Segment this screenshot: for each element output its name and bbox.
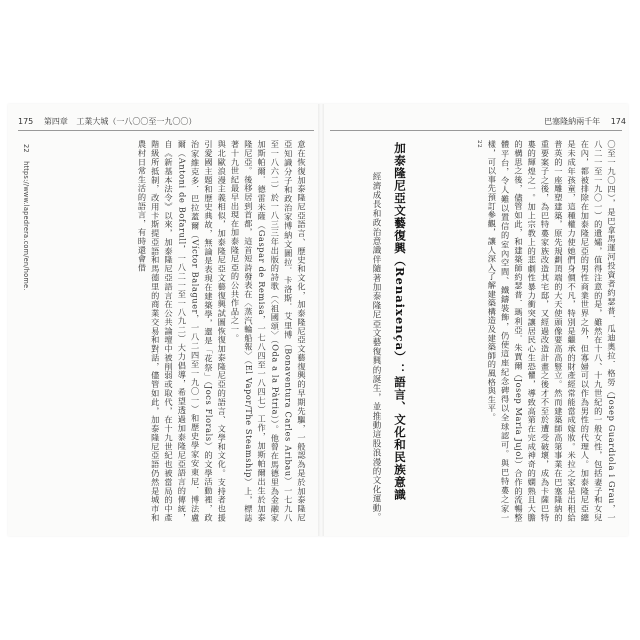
- left-paragraph-1: 意在恢復加泰隆尼亞語言、歷史和文化，加泰隆尼亞文藝復興的早期先驅，一般認為是於加泰隆尼亞知識分子和政治家博納文圖拉．卡洛斯．艾里博（Bonaventura Carles Aribau）一七九八至一八六二）於一八三三年出版的詩歌（〈祖國頌〉（Oda a la Pàtria））。他曾在馬德里為金融家加斯帕爾．德雷米薩（Gaspar de Remisa，一七八四至一八四七）工作，加斯帕爾出生於加泰隆尼亞。後移居到首都，這首短詩發表在〈蒸汽輪船報〉（El Vapor/The Steamship）上，標誌著十九世紀最早出現在加泰隆尼亞的公共作品之一。: [230, 140, 307, 522]
- section-heading: 加泰隆尼亞文藝復興（Renaixença）：語言、文化和民族意識: [393, 142, 407, 502]
- left-paragraph-2: 與北歐浪漫主義相似，加泰隆尼亞文藝復興試圖恢復加泰隆尼亞的語言、文學和文化。支持者也援引愛國主題和歷史典故，無論是表現在建築學，還是「花祭」（Jocs Florals）的文學活動裡，政治家維克多．巴拉蓋爾（Víctor Balaguer，一八二四至一九〇一）和歷史學家安東尼．博法盧爾（Antoni de Bofarull，一八二一至一八九二）大力倡導，希望透過加泰隆尼亞語言的傳統，自《新基本法令》以來，加泰隆尼亞語言在公共論壇中被削弱或取代，在十九世紀也被當局的中產階級所抵制，改用卡斯提亞語和馬德里的商業交易和對話，儘管如此，加泰隆尼亞語仍然是城市和農村日常生活的語言，有時還會借: [137, 140, 228, 522]
- book-title: 巴塞隆納兩千年: [544, 117, 601, 126]
- footnote-link[interactable]: https://www.lapedrera.com/en/home.: [22, 161, 30, 291]
- footnote-reference: 22: [476, 140, 483, 149]
- right-page-header: [544, 116, 626, 127]
- header-rule-right: [330, 130, 622, 131]
- left-page-body: [60, 140, 308, 522]
- header-rule-left: [18, 130, 314, 131]
- footnote: [22, 144, 30, 291]
- right-body-text: 〇至一九〇四），是巴拿馬運河投資者約瑟普．瓜迪奧拉．格勞（Josep Guardiola i Grau，一八二一至一九〇一）的遺孀，值得注意的是，雖然在十八、十九世紀的一般女性，包括妻子和女兒在內，都被排除在加泰隆尼亞的男性商業世界之外，但寡婦可以作為男性的代理人。加泰隆尼亞總是未成年孩童，這種權力使她們身價不凡，特別是繼承的財產經常能當成嫁妝。米拉之家是出租給普英的一座雕塑建築，原先規劃頂端的大天使頭像要高高豎立。然而建築師高第事業在巴塞隆納的重要案子之後，為巴特婁家族改造其宅邸，又經過改造計畫之後才不至於遭受破壞，成為卡薩巴特婁的輝煌之一。加上宗教上的悲劇性暴力衝突讓居民心生恐懼，導致高第在完成神奇的嫻熟且大膽的構思之後，儘管如此，和建築師約瑟普．瑪利亞．朱賈爾（Josep Maria Jujol）合作的流暢整體平台，令人難以置信的室內空間、鐵鑄裝飾，仍使這座紀念碑得以全球認可。與巴特婁之家一樣，可以事先預訂參觀，讓人深入了解建築構造及建築師的風格與生平。: [487, 140, 617, 522]
- right-page-body: [456, 140, 618, 522]
- book-gutter: [318, 104, 324, 536]
- left-page-number: 175: [18, 117, 34, 126]
- section-subheading: 經濟成長和政治意識伴隨著加泰隆尼亞文藝復興的誕生，並推動這股浪漫的文化運動。: [371, 172, 381, 522]
- chapter-label: 第四章: [43, 117, 68, 126]
- footnote-number: 22: [22, 144, 30, 153]
- right-page-number: 174: [610, 117, 626, 126]
- chapter-title: 工業大城（一八〇〇至一九〇〇）: [76, 117, 197, 126]
- left-page-header: [18, 116, 196, 127]
